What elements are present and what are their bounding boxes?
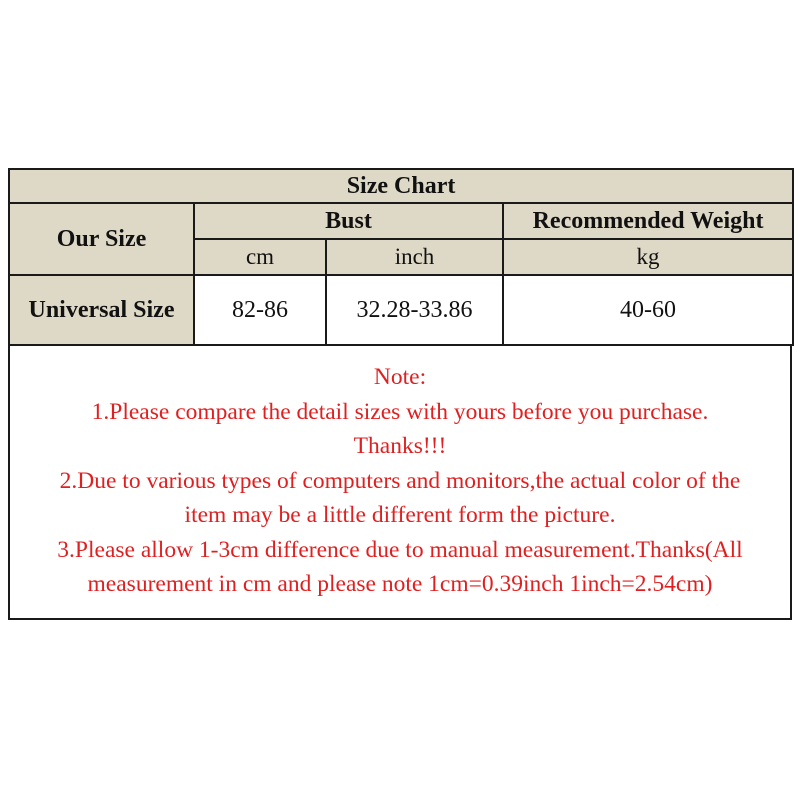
note-line: Thanks!!! <box>353 433 447 459</box>
bust-inch-cell: 32.28-33.86 <box>326 275 503 345</box>
weight-kg-cell: 40-60 <box>503 275 793 345</box>
our-size-header: Our Size <box>9 203 194 275</box>
notes-box <box>8 346 792 620</box>
table-row <box>9 275 793 345</box>
size-chart-title: Size Chart <box>9 169 793 203</box>
size-label-cell: Universal Size <box>9 275 194 345</box>
unit-kg-header: kg <box>503 239 793 275</box>
bust-cm-cell: 82-86 <box>194 275 326 345</box>
size-chart-container <box>8 168 792 620</box>
note-heading: Note: <box>373 364 427 390</box>
unit-cm-header: cm <box>194 239 326 275</box>
size-chart-table <box>8 168 794 346</box>
note-line: 2.Due to various types of computers and monitors,the actual color of the <box>59 467 741 494</box>
unit-inch-header: inch <box>326 239 503 275</box>
note-line: 1.Please compare the detail sizes with yours before you purchase. <box>91 398 709 425</box>
note-line: measurement in cm and please note 1cm=0.39inch 1inch=2.54cm) <box>87 571 713 597</box>
bust-header: Bust <box>194 203 503 239</box>
recommended-weight-header: Recommended Weight <box>503 203 793 239</box>
note-line: item may be a little different form the picture. <box>184 502 616 528</box>
note-line: 3.Please allow 1-3cm difference due to manual measurement.Thanks(All <box>57 536 743 563</box>
